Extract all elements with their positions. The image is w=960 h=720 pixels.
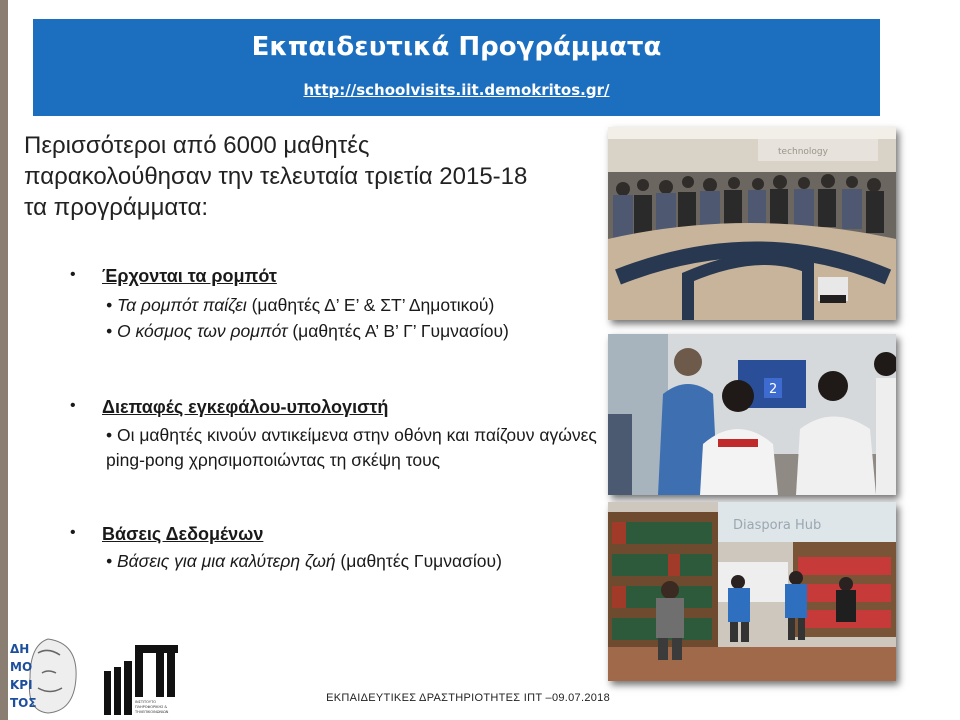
svg-text:ΤΗΛΕΠΙΚΟΙΝΩΝΙΩΝ: ΤΗΛΕΠΙΚΟΙΝΩΝΙΩΝ bbox=[135, 710, 169, 714]
intro-line-3: τα προγράμματα: bbox=[24, 194, 208, 221]
svg-text:ΤΟΣ: ΤΟΣ bbox=[10, 696, 37, 710]
svg-text:ΚΡΙ: ΚΡΙ bbox=[10, 678, 33, 692]
intro-line-1: Περισσότεροι από 6000 μαθητές bbox=[24, 132, 370, 159]
program-item-audience: (μαθητές Γυμνασίου) bbox=[335, 551, 502, 571]
poster-text: technology bbox=[778, 147, 828, 157]
website-link[interactable]: http://schoolvisits.iit.demokritos.gr/ bbox=[303, 81, 610, 99]
program-title: Βάσεις Δεδομένων bbox=[102, 524, 264, 544]
photo-robots-arena bbox=[608, 127, 896, 320]
iit-logo bbox=[100, 633, 182, 717]
program-item bbox=[106, 293, 601, 318]
left-accent-bar bbox=[0, 0, 8, 720]
svg-text:ΙΝΣΤΙΤΟΥΤΟ: ΙΝΣΤΙΤΟΥΤΟ bbox=[135, 700, 156, 704]
page-title: Εκπαιδευτικά Προγράμματα bbox=[251, 32, 662, 62]
program-item-name: • Τα ρομπότ παίζει bbox=[106, 295, 247, 315]
svg-text:ΜΟ: ΜΟ bbox=[10, 660, 33, 674]
screen-number: 2 bbox=[769, 382, 778, 397]
bullet: • bbox=[70, 524, 76, 541]
bullet: • bbox=[70, 397, 76, 414]
program-item bbox=[106, 319, 601, 344]
program-item-name: • Ο κόσμος των ρομπότ bbox=[106, 321, 288, 341]
sign-text: Diaspora Hub bbox=[733, 518, 822, 533]
program-item-audience: (μαθητές Α’ Β’ Γ’ Γυμνασίου) bbox=[287, 321, 509, 341]
intro-line-2: παρακολούθησαν την τελευταία τριετία 2015-18 bbox=[24, 163, 528, 190]
title-banner bbox=[33, 19, 880, 116]
program-item-description: • Οι μαθητές κινούν αντικείμενα στην οθόνη και παίζουν αγώνες ping-pong χρησιμοποιώντας τη σκέψη τους bbox=[106, 425, 597, 470]
program-item bbox=[106, 549, 601, 574]
website-link-row bbox=[33, 81, 880, 99]
photo-library-databases bbox=[608, 502, 896, 681]
program-item-name: • Βάσεις για μια καλύτερη ζωή bbox=[106, 551, 336, 571]
bullet: • bbox=[70, 266, 76, 283]
program-item-audience: (μαθητές Δ’ Ε’ & ΣΤ’ Δημοτικού) bbox=[246, 295, 495, 315]
program-item bbox=[106, 423, 601, 473]
program-title: Διεπαφές εγκεφάλου-υπολογιστή bbox=[102, 397, 389, 417]
svg-text:ΔΗ: ΔΗ bbox=[10, 642, 30, 656]
intro-text bbox=[24, 130, 599, 223]
photo-brain-interface bbox=[608, 334, 896, 495]
footer-text: ΕΚΠΑΙΔΕΥΤΙΚΕΣ ΔΡΑΣΤΗΡΙΟΤΗΤΕΣ ΙΠΤ –09.07.2018 bbox=[326, 692, 610, 704]
program-title: Έρχονται τα ρομπότ bbox=[102, 266, 277, 286]
svg-text:ΠΛΗΡΟΦΟΡΙΚΗΣ &: ΠΛΗΡΟΦΟΡΙΚΗΣ & bbox=[135, 705, 168, 709]
demokritos-logo bbox=[8, 633, 88, 717]
